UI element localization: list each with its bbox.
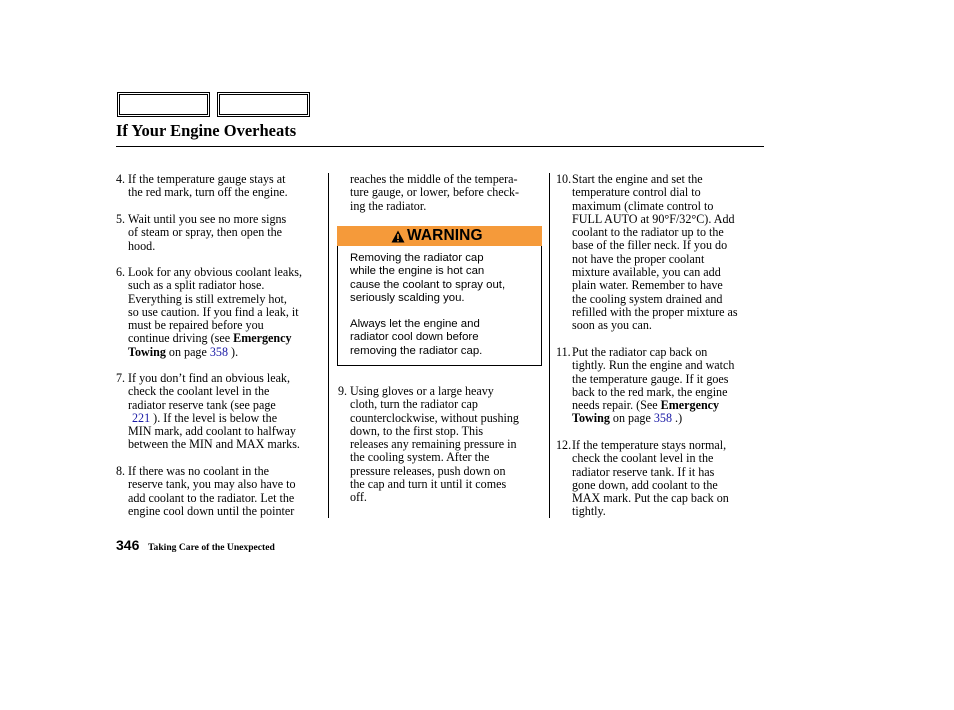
nav-tab-1[interactable] — [117, 92, 210, 117]
section-name: Taking Care of the Unexpected — [148, 542, 275, 553]
warning-header — [337, 226, 542, 246]
column-divider-1 — [328, 173, 329, 518]
warning-para-2: Always let the engine and radiator cool down before removing the radiator cap. — [350, 318, 483, 357]
page-number: 346 — [116, 537, 140, 553]
page-link-358[interactable]: 358 — [209, 344, 229, 359]
warning-para-1: Removing the radiator cap while the engine is hot can cause the coolant to spray out, seriously scalding you. — [350, 252, 506, 304]
title-divider — [116, 146, 764, 147]
column-divider-2 — [549, 173, 550, 518]
page-link-358-b[interactable]: 358 — [653, 411, 673, 426]
page-title: If Your Engine Overheats — [116, 121, 297, 140]
nav-tab-2[interactable] — [217, 92, 310, 117]
warning-label: WARNING — [407, 227, 483, 244]
page-link-221[interactable]: 221 — [132, 410, 151, 425]
